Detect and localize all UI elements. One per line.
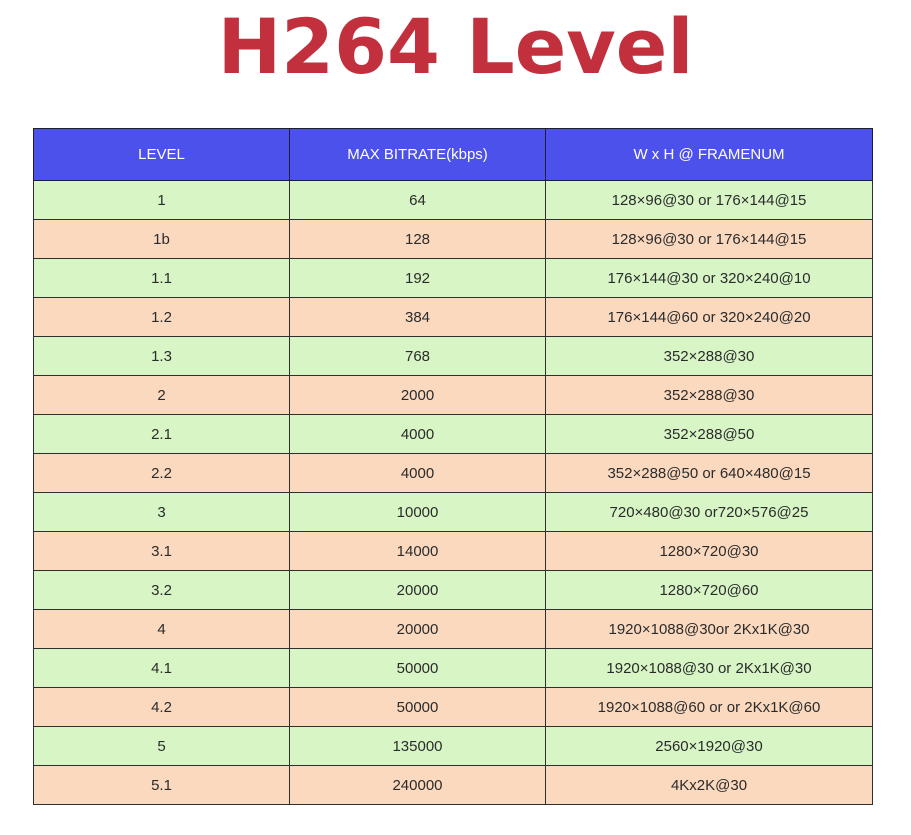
cell-level: 1b [34,220,290,259]
cell-level: 1.2 [34,298,290,337]
cell-level: 5.1 [34,766,290,805]
cell-max-bitrate: 10000 [290,493,546,532]
cell-level: 4.2 [34,688,290,727]
h264-level-table [33,128,873,805]
table-header-row [34,129,873,181]
cell-resolution: 720×480@30 or720×576@25 [546,493,873,532]
cell-max-bitrate: 768 [290,337,546,376]
cell-level: 1.1 [34,259,290,298]
cell-max-bitrate: 128 [290,220,546,259]
cell-max-bitrate: 384 [290,298,546,337]
header-resolution-framerate: W x H @ FRAMENUM [546,129,873,181]
cell-level: 1 [34,181,290,220]
cell-resolution: 1280×720@30 [546,532,873,571]
cell-level: 4.1 [34,649,290,688]
cell-max-bitrate: 50000 [290,688,546,727]
cell-max-bitrate: 135000 [290,727,546,766]
table-row [34,610,873,649]
cell-level: 2.2 [34,454,290,493]
cell-max-bitrate: 20000 [290,571,546,610]
table-row [34,376,873,415]
cell-resolution: 4Kx2K@30 [546,766,873,805]
cell-resolution: 176×144@60 or 320×240@20 [546,298,873,337]
cell-max-bitrate: 2000 [290,376,546,415]
cell-max-bitrate: 64 [290,181,546,220]
cell-level: 1.3 [34,337,290,376]
cell-level: 5 [34,727,290,766]
table-row [34,454,873,493]
table-row [34,532,873,571]
cell-level: 3 [34,493,290,532]
table-row [34,493,873,532]
cell-resolution: 352×288@50 [546,415,873,454]
table-row [34,649,873,688]
cell-resolution: 2560×1920@30 [546,727,873,766]
cell-level: 4 [34,610,290,649]
header-level: LEVEL [34,129,290,181]
cell-resolution: 176×144@30 or 320×240@10 [546,259,873,298]
table-row [34,298,873,337]
header-max-bitrate: MAX BITRATE(kbps) [290,129,546,181]
table-row [34,337,873,376]
cell-level: 3.2 [34,571,290,610]
cell-max-bitrate: 20000 [290,610,546,649]
cell-resolution: 1280×720@60 [546,571,873,610]
table-row [34,415,873,454]
cell-resolution: 1920×1088@30or 2Kx1K@30 [546,610,873,649]
table-row [34,259,873,298]
cell-resolution: 352×288@30 [546,337,873,376]
cell-max-bitrate: 4000 [290,454,546,493]
cell-resolution: 1920×1088@60 or or 2Kx1K@60 [546,688,873,727]
cell-max-bitrate: 4000 [290,415,546,454]
cell-max-bitrate: 192 [290,259,546,298]
cell-level: 3.1 [34,532,290,571]
cell-resolution: 352×288@30 [546,376,873,415]
cell-resolution: 1920×1088@30 or 2Kx1K@30 [546,649,873,688]
cell-level: 2.1 [34,415,290,454]
cell-resolution: 128×96@30 or 176×144@15 [546,181,873,220]
cell-resolution: 352×288@50 or 640×480@15 [546,454,873,493]
cell-max-bitrate: 14000 [290,532,546,571]
table-row [34,181,873,220]
table-row [34,727,873,766]
h264-level-table-container [33,128,872,805]
page-title: H264 Level [217,2,694,91]
cell-level: 2 [34,376,290,415]
table-row [34,766,873,805]
table-row [34,571,873,610]
cell-max-bitrate: 50000 [290,649,546,688]
cell-resolution: 128×96@30 or 176×144@15 [546,220,873,259]
table-row [34,220,873,259]
cell-max-bitrate: 240000 [290,766,546,805]
table-row [34,688,873,727]
